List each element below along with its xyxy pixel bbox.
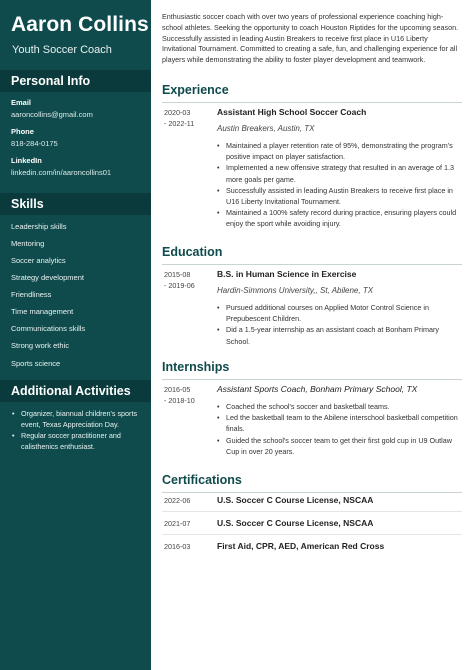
- internships-heading: Internships: [162, 360, 462, 380]
- profile-summary: Enthusiastic soccer coach with over two years of professional experience coaching high-school athletes. Seeking the opportunity to coach Houston Riptides for the upcoming season. Successfully assisted in leading Austin Breakers to receive first place in U16 Liberty Invitational Tournament. Committed to creating a safe, fun, and challenging experience for all players while demonstrating the ability to foster player development and teamwork.: [162, 12, 459, 65]
- email-label: Email: [11, 98, 32, 107]
- education-org: Hardin-Simmons University,, St, Abilene, TX: [217, 286, 374, 295]
- list-item: • Did a 1.5-year internship as an assistant coach at Bonham Primary School.: [217, 324, 463, 346]
- list-item: • Guided the school's soccer team to get their first gold cup in U9 Outlaw Cup in over 20 years.: [217, 435, 463, 457]
- experience-org: Austin Breakers, Austin, TX: [217, 124, 315, 133]
- education-heading: Education: [162, 245, 462, 265]
- experience-date-start: 2020-03: [164, 108, 191, 117]
- candidate-name: Aaron Collins: [11, 13, 149, 36]
- skills-heading: Skills: [0, 193, 151, 215]
- activity-item: • Regular soccer practitioner and calisthenics enthusiast.: [11, 430, 145, 452]
- education-date-start: 2015-08: [164, 270, 191, 279]
- cert-name: U.S. Soccer C Course License, NSCAA: [217, 495, 374, 505]
- cert-date: 2021-07: [164, 519, 191, 528]
- experience-date-end: - 2022-11: [164, 119, 195, 128]
- list-item: • Led the basketball team to the Abilene interschool basketball competition finals.: [217, 412, 463, 434]
- experience-heading: Experience: [162, 83, 462, 103]
- cert-name: U.S. Soccer C Course License, NSCAA: [217, 518, 374, 528]
- cert-date: 2016-03: [164, 542, 191, 551]
- skill-item: Time management: [11, 307, 74, 316]
- skill-item: Friendliness: [11, 290, 52, 299]
- cert-name: First Aid, CPR, AED, American Red Cross: [217, 541, 385, 551]
- divider: [162, 511, 462, 512]
- internship-date-end: - 2018-10: [164, 396, 195, 405]
- certifications-heading: Certifications: [162, 473, 462, 493]
- candidate-role: Youth Soccer Coach: [12, 44, 112, 56]
- skill-item: Strategy development: [11, 273, 84, 282]
- education-bullets: [217, 302, 463, 347]
- activities-heading: Additional Activities: [0, 380, 151, 402]
- experience-job-title: Assistant High School Soccer Coach: [217, 107, 367, 117]
- linkedin-label: LinkedIn: [11, 156, 42, 165]
- skill-item: Strong work ethic: [11, 341, 69, 350]
- activities-list: [11, 408, 145, 452]
- internship-date-start: 2016-05: [164, 385, 191, 394]
- divider: [162, 534, 462, 535]
- email-value[interactable]: aaroncollins@gmail.com: [11, 110, 93, 119]
- skill-item: Soccer analytics: [11, 256, 66, 265]
- education-degree: B.S. in Human Science in Exercise: [217, 269, 357, 279]
- list-item: • Maintained a player retention rate of 95%, demonstrating the program's positive impact on player satisfaction.: [217, 140, 463, 162]
- experience-bullets: [217, 140, 463, 230]
- activity-item: • Organizer, biannual children's sports event, Texas Appreciation Day.: [11, 408, 145, 430]
- list-item: • Successfully assisted in leading Austin Breakers to receive first place in U16 Liberty Invitational Tournament.: [217, 185, 463, 207]
- list-item: • Implemented a new offensive strategy that resulted in an average of 1.3 more goals per game.: [217, 162, 463, 184]
- skill-item: Sports science: [11, 359, 61, 368]
- list-item: • Coached the school's soccer and basketball teams.: [217, 401, 463, 412]
- linkedin-value[interactable]: linkedin.com/in/aaroncollins01: [11, 168, 112, 177]
- skill-item: Communications skills: [11, 324, 86, 333]
- internship-title: Assistant Sports Coach, Bonham Primary School, TX: [217, 384, 418, 394]
- cert-date: 2022-06: [164, 496, 191, 505]
- sidebar: [0, 0, 151, 670]
- skill-item: Leadership skills: [11, 222, 67, 231]
- phone-value[interactable]: 818-284-0175: [11, 139, 58, 148]
- internship-bullets: [217, 401, 463, 457]
- list-item: • Pursued additional courses on Applied Motor Control Science in Prepubescent Children.: [217, 302, 463, 324]
- list-item: • Maintained a 100% safety record during practice, ensuring players could enjoy the sport while avoiding injury.: [217, 207, 463, 229]
- phone-label: Phone: [11, 127, 34, 136]
- personal-info-heading: Personal Info: [0, 70, 151, 92]
- skill-item: Mentoring: [11, 239, 45, 248]
- education-date-end: - 2019-06: [164, 281, 195, 290]
